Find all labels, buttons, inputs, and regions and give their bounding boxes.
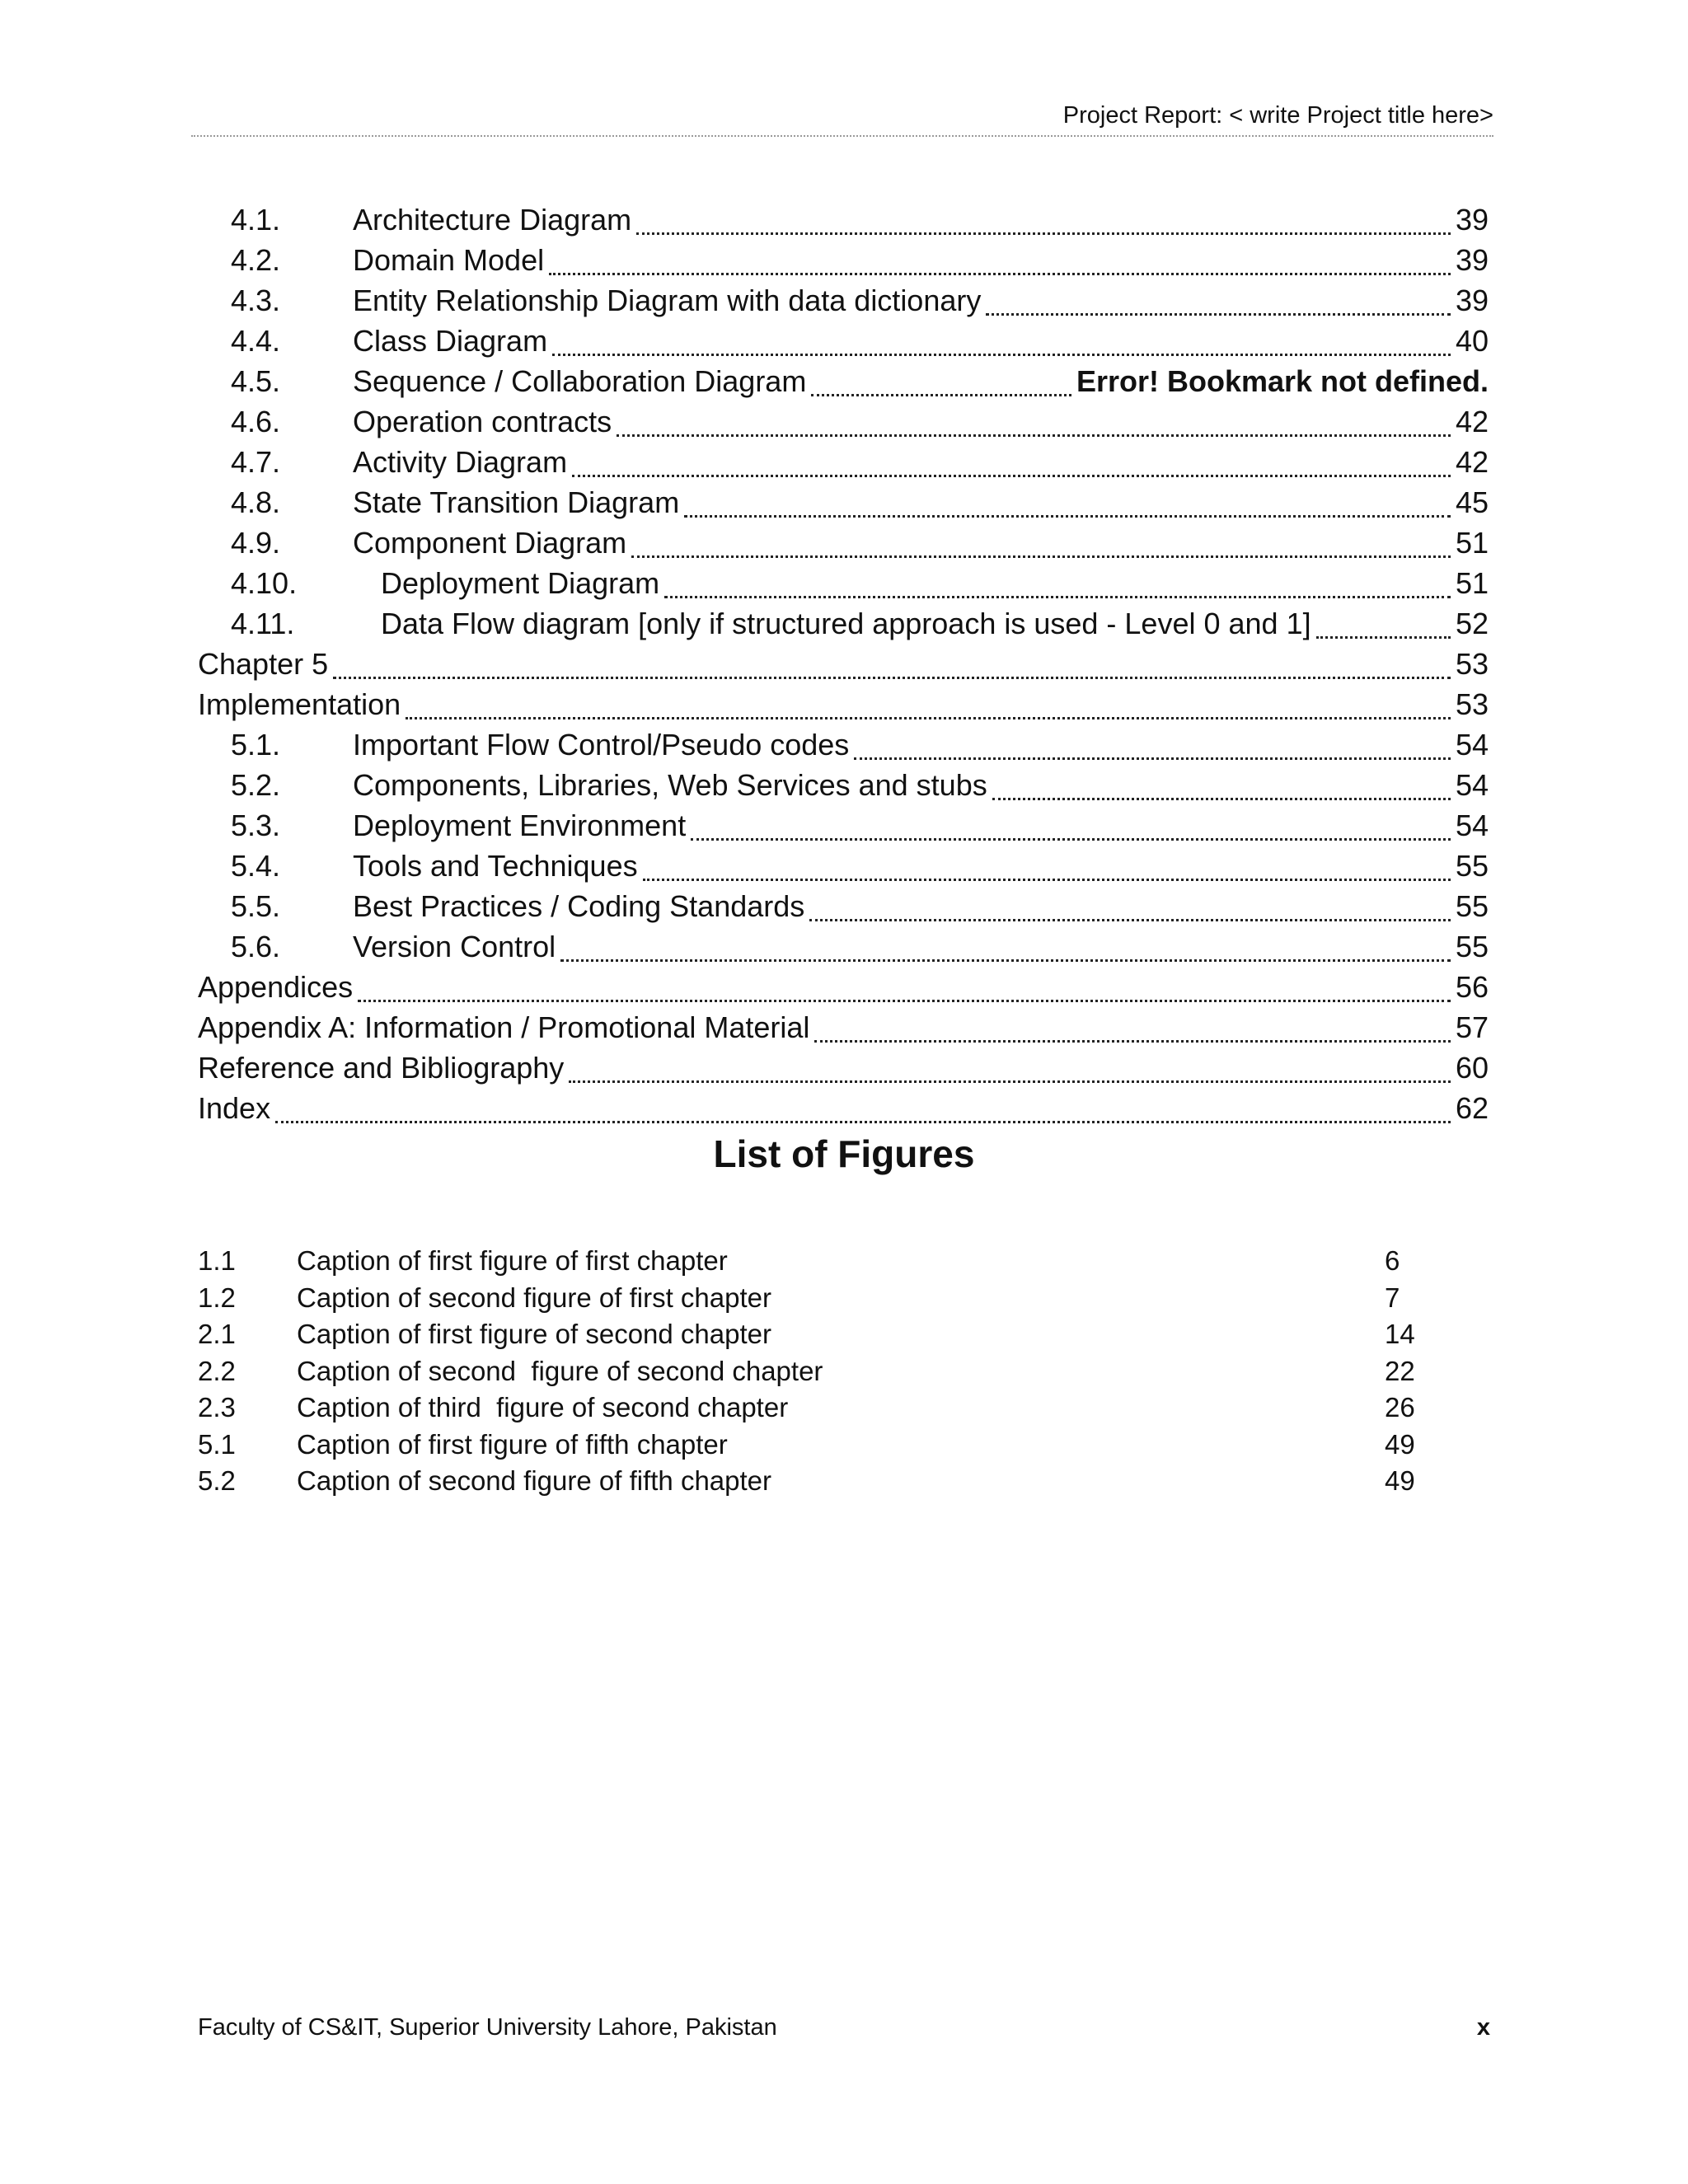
toc-entry[interactable] — [198, 563, 1489, 603]
header-title: Project Report: < write Project title here> — [1062, 102, 1493, 129]
toc-dot-leader — [552, 326, 1451, 356]
figure-number: 2.2 — [198, 1355, 236, 1386]
toc-dot-leader — [809, 891, 1451, 921]
toc-entry-title: Architecture Diagram — [353, 202, 632, 237]
toc-entry-number: 4.3. — [231, 283, 281, 317]
toc-entry-page: 39 — [1455, 242, 1489, 277]
figure-page: 22 — [1385, 1355, 1415, 1386]
toc-entry[interactable] — [198, 442, 1489, 482]
toc-entry-title: Implementation — [198, 687, 401, 721]
toc-dot-leader — [631, 527, 1451, 558]
figure-page: 6 — [1385, 1245, 1400, 1277]
figure-entry[interactable] — [198, 1353, 1434, 1390]
toc-entry-page: 42 — [1455, 444, 1489, 479]
figure-entry[interactable] — [198, 1463, 1434, 1500]
toc-dot-leader — [406, 689, 1451, 719]
toc-dot-leader — [358, 972, 1451, 1002]
toc-entry-title: Entity Relationship Diagram with data dictionary — [353, 283, 982, 317]
toc-entry-title: Important Flow Control/Pseudo codes — [353, 727, 850, 762]
toc-entry[interactable] — [198, 926, 1489, 967]
toc-entry-page: 62 — [1455, 1090, 1489, 1125]
toc-entry-title: Appendix A: Information / Promotional Material — [198, 1010, 810, 1044]
toc-entry[interactable] — [198, 280, 1489, 321]
toc-entry[interactable] — [198, 886, 1489, 926]
toc-entry[interactable] — [198, 321, 1489, 361]
toc-entry-number: 4.5. — [231, 363, 281, 398]
toc-dot-leader — [560, 931, 1451, 962]
toc-entry-page: 42 — [1455, 404, 1489, 438]
figure-caption: Caption of first figure of second chapter — [297, 1319, 771, 1350]
toc-entry-number: 4.2. — [231, 242, 281, 277]
toc-dot-leader — [854, 729, 1451, 760]
figure-caption: Caption of first figure of fifth chapter — [297, 1428, 728, 1460]
toc-dot-leader — [986, 285, 1451, 316]
figure-number: 5.2 — [198, 1465, 236, 1497]
toc-entry-number: 5.3. — [231, 808, 281, 842]
toc-entry-title: Deployment Environment — [353, 808, 687, 842]
toc-entry-title: Component Diagram — [353, 525, 627, 560]
toc-entry[interactable] — [198, 684, 1489, 724]
toc-entry[interactable] — [198, 967, 1489, 1007]
toc-entry[interactable] — [198, 199, 1489, 240]
footer-page-number: x — [1476, 2014, 1490, 2041]
toc-entry-title: Activity Diagram — [353, 444, 568, 479]
toc-entry-title: Deployment Diagram — [381, 565, 660, 600]
figure-caption: Caption of second figure of second chapter — [297, 1355, 823, 1386]
toc-entry-page: 56 — [1455, 969, 1489, 1004]
toc-entry-page: 54 — [1455, 767, 1489, 802]
toc-entry[interactable] — [198, 765, 1489, 805]
toc-dot-leader — [275, 1093, 1451, 1123]
toc-dot-leader — [1316, 608, 1451, 639]
toc-entry-number: 4.4. — [231, 323, 281, 358]
toc-dot-leader — [992, 770, 1451, 800]
toc-dot-leader — [664, 568, 1451, 598]
toc-entry[interactable] — [198, 724, 1489, 765]
toc-entry[interactable] — [198, 482, 1489, 523]
toc-entry-title: Operation contracts — [353, 404, 612, 438]
toc-entry-title: Version Control — [353, 929, 556, 963]
footer-text: Faculty of CS&IT, Superior University Lahore, Pakistan — [198, 2014, 777, 2041]
toc-entry-page: 51 — [1455, 565, 1489, 600]
figure-caption: Caption of first figure of first chapter — [297, 1245, 728, 1277]
figure-caption: Caption of third figure of second chapter — [297, 1392, 789, 1423]
figure-number: 2.1 — [198, 1319, 236, 1350]
toc-entry[interactable] — [198, 1007, 1489, 1047]
toc-entry[interactable] — [198, 644, 1489, 684]
toc-entry-page: 40 — [1455, 323, 1489, 358]
figure-number: 1.1 — [198, 1245, 236, 1277]
list-of-figures — [198, 1243, 1434, 1500]
toc-entry-page: 54 — [1455, 727, 1489, 762]
figure-entry[interactable] — [198, 1390, 1434, 1427]
figure-entry[interactable] — [198, 1427, 1434, 1464]
toc-dot-leader — [814, 1012, 1451, 1043]
toc-dot-leader — [811, 366, 1071, 396]
figure-number: 1.2 — [198, 1282, 236, 1313]
toc-dot-leader — [572, 447, 1451, 477]
toc-entry[interactable] — [198, 1088, 1489, 1128]
toc-entry-page: 57 — [1455, 1010, 1489, 1044]
page-footer — [198, 2011, 1490, 2044]
list-of-figures-title: List of Figures — [713, 1132, 975, 1175]
toc-entry-number: 4.7. — [231, 444, 281, 479]
toc-entry-number: 4.8. — [231, 485, 281, 519]
toc-dot-leader — [684, 487, 1451, 518]
toc-entry-page: 53 — [1455, 687, 1489, 721]
toc-dot-leader — [617, 406, 1451, 437]
figure-caption: Caption of second figure of first chapter — [297, 1282, 771, 1313]
toc-entry-title: Tools and Techniques — [353, 848, 638, 883]
toc-entry-number: 4.9. — [231, 525, 281, 560]
figure-caption: Caption of second figure of fifth chapter — [297, 1465, 772, 1497]
page-header — [191, 99, 1493, 137]
toc-entry-title: Components, Libraries, Web Services and stubs — [353, 767, 987, 802]
toc-entry-title: Best Practices / Coding Standards — [353, 888, 805, 923]
toc-dot-leader — [643, 851, 1451, 881]
toc-dot-leader — [549, 245, 1451, 275]
toc-entry-page: 53 — [1455, 646, 1489, 681]
toc-entry-title: Class Diagram — [353, 323, 548, 358]
toc-entry[interactable] — [198, 401, 1489, 442]
toc-dot-leader — [333, 649, 1451, 679]
toc-entry[interactable] — [198, 240, 1489, 280]
toc-entry-title: Index — [198, 1090, 271, 1125]
toc-entry-number: 4.11. — [231, 606, 295, 640]
table-of-contents — [198, 199, 1489, 1128]
toc-entry-page: 54 — [1455, 808, 1489, 842]
toc-dot-leader — [569, 1052, 1451, 1083]
toc-entry-number: 4.6. — [231, 404, 281, 438]
toc-entry-page: 55 — [1455, 848, 1489, 883]
toc-entry-number: 4.1. — [231, 202, 281, 237]
toc-entry-error: Error! Bookmark not defined. — [1076, 363, 1489, 398]
toc-dot-leader — [636, 204, 1451, 235]
toc-entry-number: 5.2. — [231, 767, 281, 802]
toc-entry-title: Domain Model — [353, 242, 545, 277]
toc-entry-title: Appendices — [198, 969, 354, 1004]
toc-entry-title: State Transition Diagram — [353, 485, 680, 519]
toc-entry-page: 51 — [1455, 525, 1489, 560]
figure-entry[interactable] — [198, 1280, 1434, 1317]
figure-page: 7 — [1385, 1282, 1400, 1313]
figure-number: 2.3 — [198, 1392, 236, 1423]
toc-entry-title: Data Flow diagram [only if structured approach is used - Level 0 and 1] — [381, 606, 1311, 640]
toc-entry[interactable] — [198, 805, 1489, 846]
toc-entry-title: Sequence / Collaboration Diagram — [353, 363, 807, 398]
figure-page: 26 — [1385, 1392, 1415, 1423]
toc-entry[interactable] — [198, 846, 1489, 886]
toc-entry-title: Reference and Bibliography — [198, 1050, 565, 1085]
figure-page: 14 — [1385, 1319, 1415, 1350]
toc-entry-page: 55 — [1455, 888, 1489, 923]
toc-entry-page: 39 — [1455, 283, 1489, 317]
toc-entry-number: 5.4. — [231, 848, 281, 883]
figure-entry[interactable] — [198, 1243, 1434, 1280]
figure-page: 49 — [1385, 1428, 1415, 1460]
toc-entry-page: 39 — [1455, 202, 1489, 237]
toc-entry-page: 45 — [1455, 485, 1489, 519]
toc-entry-page: 55 — [1455, 929, 1489, 963]
toc-entry-title: Chapter 5 — [198, 646, 329, 681]
toc-dot-leader — [691, 810, 1451, 841]
toc-entry-number: 5.6. — [231, 929, 281, 963]
toc-entry[interactable] — [198, 361, 1489, 401]
toc-entry-number: 5.1. — [231, 727, 281, 762]
toc-entry-page: 52 — [1455, 606, 1489, 640]
toc-entry-number: 4.10. — [231, 565, 298, 600]
figure-number: 5.1 — [198, 1428, 236, 1460]
toc-entry-page: 60 — [1455, 1050, 1489, 1085]
toc-entry[interactable] — [198, 523, 1489, 563]
toc-entry[interactable] — [198, 603, 1489, 644]
toc-entry[interactable] — [198, 1047, 1489, 1088]
figure-page: 49 — [1385, 1465, 1415, 1497]
figure-entry[interactable] — [198, 1316, 1434, 1353]
toc-entry-number: 5.5. — [231, 888, 281, 923]
